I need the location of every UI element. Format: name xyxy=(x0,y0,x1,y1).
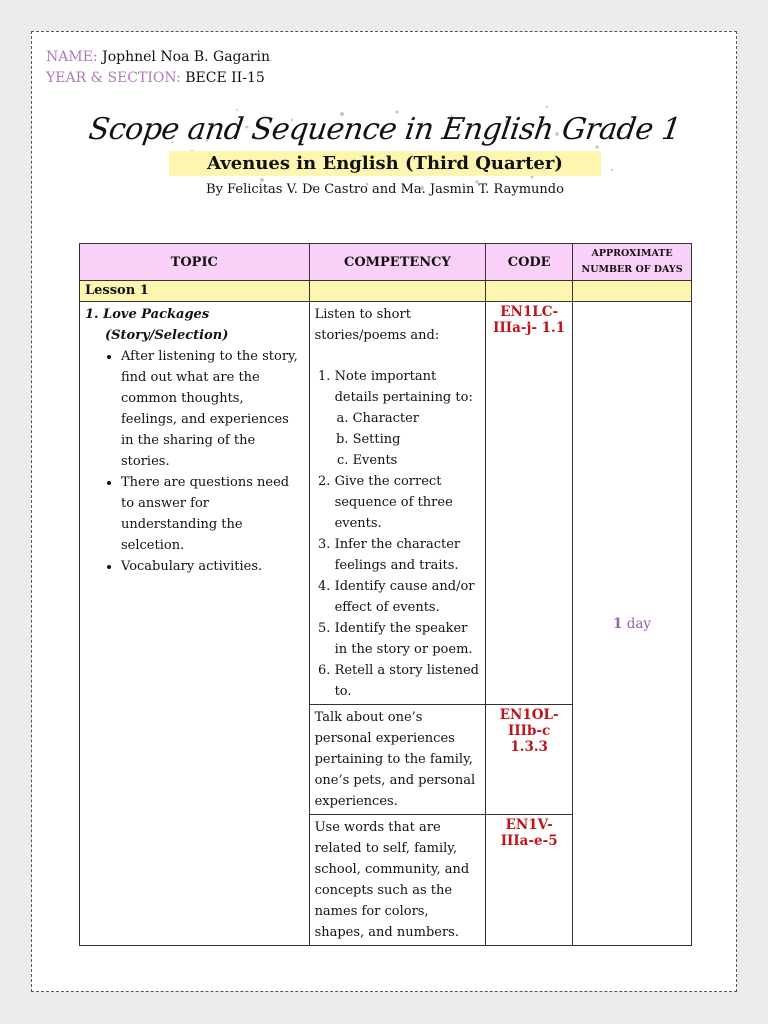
header-topic: TOPIC xyxy=(80,244,310,281)
competency-cell xyxy=(309,302,486,705)
name-line xyxy=(46,47,270,68)
lesson-empty-cell xyxy=(486,281,573,302)
competency-list xyxy=(315,366,481,702)
lesson-empty-cell xyxy=(309,281,486,302)
title-block xyxy=(32,112,738,197)
competency-intro: Listen to short stories/poems and: xyxy=(314,307,440,343)
document-title: Scope and Sequence in English Grade 1 xyxy=(86,112,684,147)
list-item: 1. Note important details pertaining to: a. Character b. Setting c. Events xyxy=(335,366,481,471)
competency-text: Talk about one’s personal experiences pertaining to the family, one’s pets, and personal experiences. xyxy=(314,710,476,809)
competency-sublist xyxy=(335,408,481,471)
competency-cell xyxy=(309,705,486,815)
list-item: b. Setting xyxy=(353,429,481,450)
document-subtitle: Avenues in English (Third Quarter) xyxy=(169,151,601,176)
section-line xyxy=(46,68,270,89)
name-label: NAME: xyxy=(46,49,98,65)
section-label: YEAR & SECTION: xyxy=(46,70,181,86)
list-item: 6. Retell a story listened to. xyxy=(335,660,481,702)
header-competency: COMPETENCY xyxy=(309,244,486,281)
student-section: BECE II-15 xyxy=(185,70,265,86)
header-code: CODE xyxy=(486,244,573,281)
code-cell: EN1LC-IIIa-j- 1.1 xyxy=(486,302,573,705)
list-item: • Vocabulary activities. xyxy=(121,556,304,577)
code-cell: EN1V-IIIa-e-5 xyxy=(486,815,573,946)
student-name: Jophnel Noa B. Gagarin xyxy=(102,49,271,65)
header-days: APPROXIMATE NUMBER OF DAYS xyxy=(573,244,692,281)
list-item: • There are questions need to answer for understanding the selcetion. xyxy=(121,472,304,556)
topic-subtitle: (Story/Selection) xyxy=(105,328,229,343)
topic-cell xyxy=(80,302,310,946)
topic-title: 1. Love Packages xyxy=(85,307,210,322)
table-header-row xyxy=(80,244,692,281)
list-item: 2. Give the correct sequence of three events. xyxy=(335,471,481,534)
list-item: 5. Identify the speaker in the story or poem. xyxy=(335,618,481,660)
table-row xyxy=(80,302,692,705)
days-unit: day xyxy=(626,615,652,632)
lesson-empty-cell xyxy=(573,281,692,302)
list-item: 4. Identify cause and/or effect of events. xyxy=(335,576,481,618)
list-item: • After listening to the story, find out what are the common thoughts, feelings, and experiences in the sharing of the stories. xyxy=(121,346,304,472)
competency-cell xyxy=(309,815,486,946)
lesson-row xyxy=(80,281,692,302)
scope-table xyxy=(79,243,692,946)
document-authors: By Felicitas V. De Castro and Ma. Jasmin T. Raymundo xyxy=(206,182,564,197)
list-item: c. Events xyxy=(353,450,481,471)
topic-bullets xyxy=(85,346,304,577)
student-info xyxy=(46,47,270,89)
code-cell: EN1OL-IIIb-c 1.3.3 xyxy=(486,705,573,815)
list-item: a. Character xyxy=(353,408,481,429)
days-cell xyxy=(573,302,692,946)
list-item: 3. Infer the character feelings and traits. xyxy=(335,534,481,576)
document-page xyxy=(31,31,737,992)
days-number: 1 xyxy=(613,615,623,632)
lesson-label: Lesson 1 xyxy=(80,281,310,302)
competency-text: Use words that are related to self, family, school, community, and concepts such as the names for colors, shapes, and numbers. xyxy=(314,820,470,940)
